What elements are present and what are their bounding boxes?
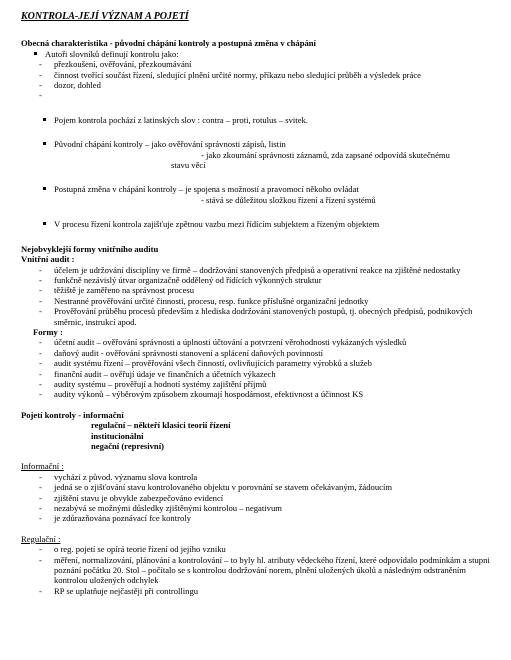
dash-list <box>21 265 491 327</box>
pojeti-line: institucionální <box>91 430 144 441</box>
subheading-formy: Formy : <box>33 326 63 337</box>
paragraph-line: stavu věcí <box>171 160 206 171</box>
bullet-list <box>21 115 491 125</box>
dash-list <box>21 59 491 101</box>
list-item: - o reg. pojetí se opírá teorie řízení od jejího vzniku <box>21 544 491 554</box>
subheading-regulacni: Regulační : <box>21 533 61 544</box>
list-item: - audity systému – prověřují a hodnotí systémy zajištění příjmů <box>21 379 491 389</box>
dash-list <box>21 544 491 596</box>
paragraph-line: Původní chápání kontroly – jako ověřování správnosti zápisů, listin <box>54 139 286 150</box>
bullet-list <box>21 139 491 149</box>
list-item: - daňový audit - ověřování správnosti stanovení a splácení daňových povinností <box>21 348 491 358</box>
list-item: - jedná se o zjišťování stavu kontrolovaného objektu v porovnání se stavem očekávaným, žádoucím <box>21 482 491 492</box>
list-item: Postupná změna v chápání kontroly – je spojena s možností a pravomocí někoho ovládat <box>21 184 491 194</box>
list-item: Autoři slovníků definují kontrolu jako: <box>21 49 491 59</box>
list-item: - nezabývá se možnými důsledky zjištěnými kontrolou – negativum <box>21 503 491 513</box>
list-item: - zjištění stavu je obvykle zabezpečováno evidencí <box>21 493 491 503</box>
list-item: - je zdůrazňována poznávací fce kontroly <box>21 513 491 523</box>
subheading-informacni: Informační : <box>21 461 64 472</box>
list-item: - Prověřování průběhu procesů především z hlediska dodržování stanovených postupů, tj. obecných předpisů, podnikových směrnic, instrukcí apod. <box>21 306 491 327</box>
bullet-list <box>21 49 491 59</box>
section-heading-pojeti: Pojetí kontroly - informační <box>21 409 124 420</box>
list-item <box>21 90 491 100</box>
list-item: - RP se uplatňuje nejčastěji při controllingu <box>21 586 491 596</box>
list-item: - audit systému řízení – prověřování všech činností, ovlivňujících parametry výrobků a služeb <box>21 358 491 368</box>
paragraph-line: - stává se důležitou složkou řízení a řízení systémů <box>201 194 376 205</box>
document-title: KONTROLA-JEJÍ VÝZNAM A POJETÍ <box>21 11 189 22</box>
list-item: - účelem je udržování disciplíny ve firmě – dodržování stanovených předpisů a operativní reakce na zjištěné nedostatky <box>21 265 491 275</box>
list-item: - přezkoušení, ověřování, přezkoumávání <box>21 59 491 69</box>
list-item: V procesu řízení kontrola zajišťuje zpětnou vazbu mezi řídícím subjektem a řízeným objektem <box>21 219 491 229</box>
bullet-list <box>21 219 491 229</box>
pojeti-line: regulační – někteří klasici teorií řízení <box>91 420 231 431</box>
list-item: - finanční audit – ověřují údaje ve finančních a účetních výkazech <box>21 369 491 379</box>
subheading-vnitrni: Vnitřní audit : <box>21 254 75 265</box>
list-item: - měření, normalizování, plánování a kontrolování – to byly hl. atributy vědeckého řízení, které odpovídalo podmínkám a stupni poznání počátku 20. Stol – počítalo se s kontrolou dodržování norem, plnění uložených úkolů a následným odstraněním kontrolou uložených odchylek <box>21 555 491 586</box>
list-item: - funkčně nezávislý útvar organizačně oddělený od řídících výkonných struktur <box>21 275 491 285</box>
list-item: - dozor, dohled <box>21 80 491 90</box>
section-heading-audit: Nejobvyklejší formy vnitřního auditu <box>21 243 159 254</box>
pojeti-line: negační (represivní) <box>91 441 164 451</box>
list-item <box>21 139 491 149</box>
list-item: - vychází z původ. významu slova kontrola <box>21 472 491 482</box>
list-item: - účetní audit – ověřování správnosti a úplnosti účtování a potvrzení věrohodnosti vykázaných výsledků <box>21 337 491 347</box>
bullet-list <box>21 184 491 194</box>
list-item: Pojem kontrola pochází z latinských slov : contra – proti, rotulus – svitek. <box>21 115 491 125</box>
list-item: - Nestranné prověřování určité činnosti, procesu, resp. funkce příslušné organizační jednotky <box>21 296 491 306</box>
list-item: - těžiště je zaměřeno na správnost procesu <box>21 285 491 295</box>
paragraph-line: - jako zkoumání správnosti záznamů, zda zapsané odpovídá skutečnému <box>201 149 450 160</box>
dash-list <box>21 472 491 524</box>
list-item: - činnost tvořící součást řízení, sledující plnění určité normy, příkazu nebo sledující průběh a výsledek práce <box>21 70 491 80</box>
section-heading-obecna: Obecná charakteristika - původní chápání kontroly a postupná změna v chápání <box>21 38 316 49</box>
list-item: - audity výkonů – výběrovým způsobem zkoumají hospodárnost, efektivnost a účinnost KS <box>21 389 491 399</box>
dash-list <box>21 337 491 399</box>
